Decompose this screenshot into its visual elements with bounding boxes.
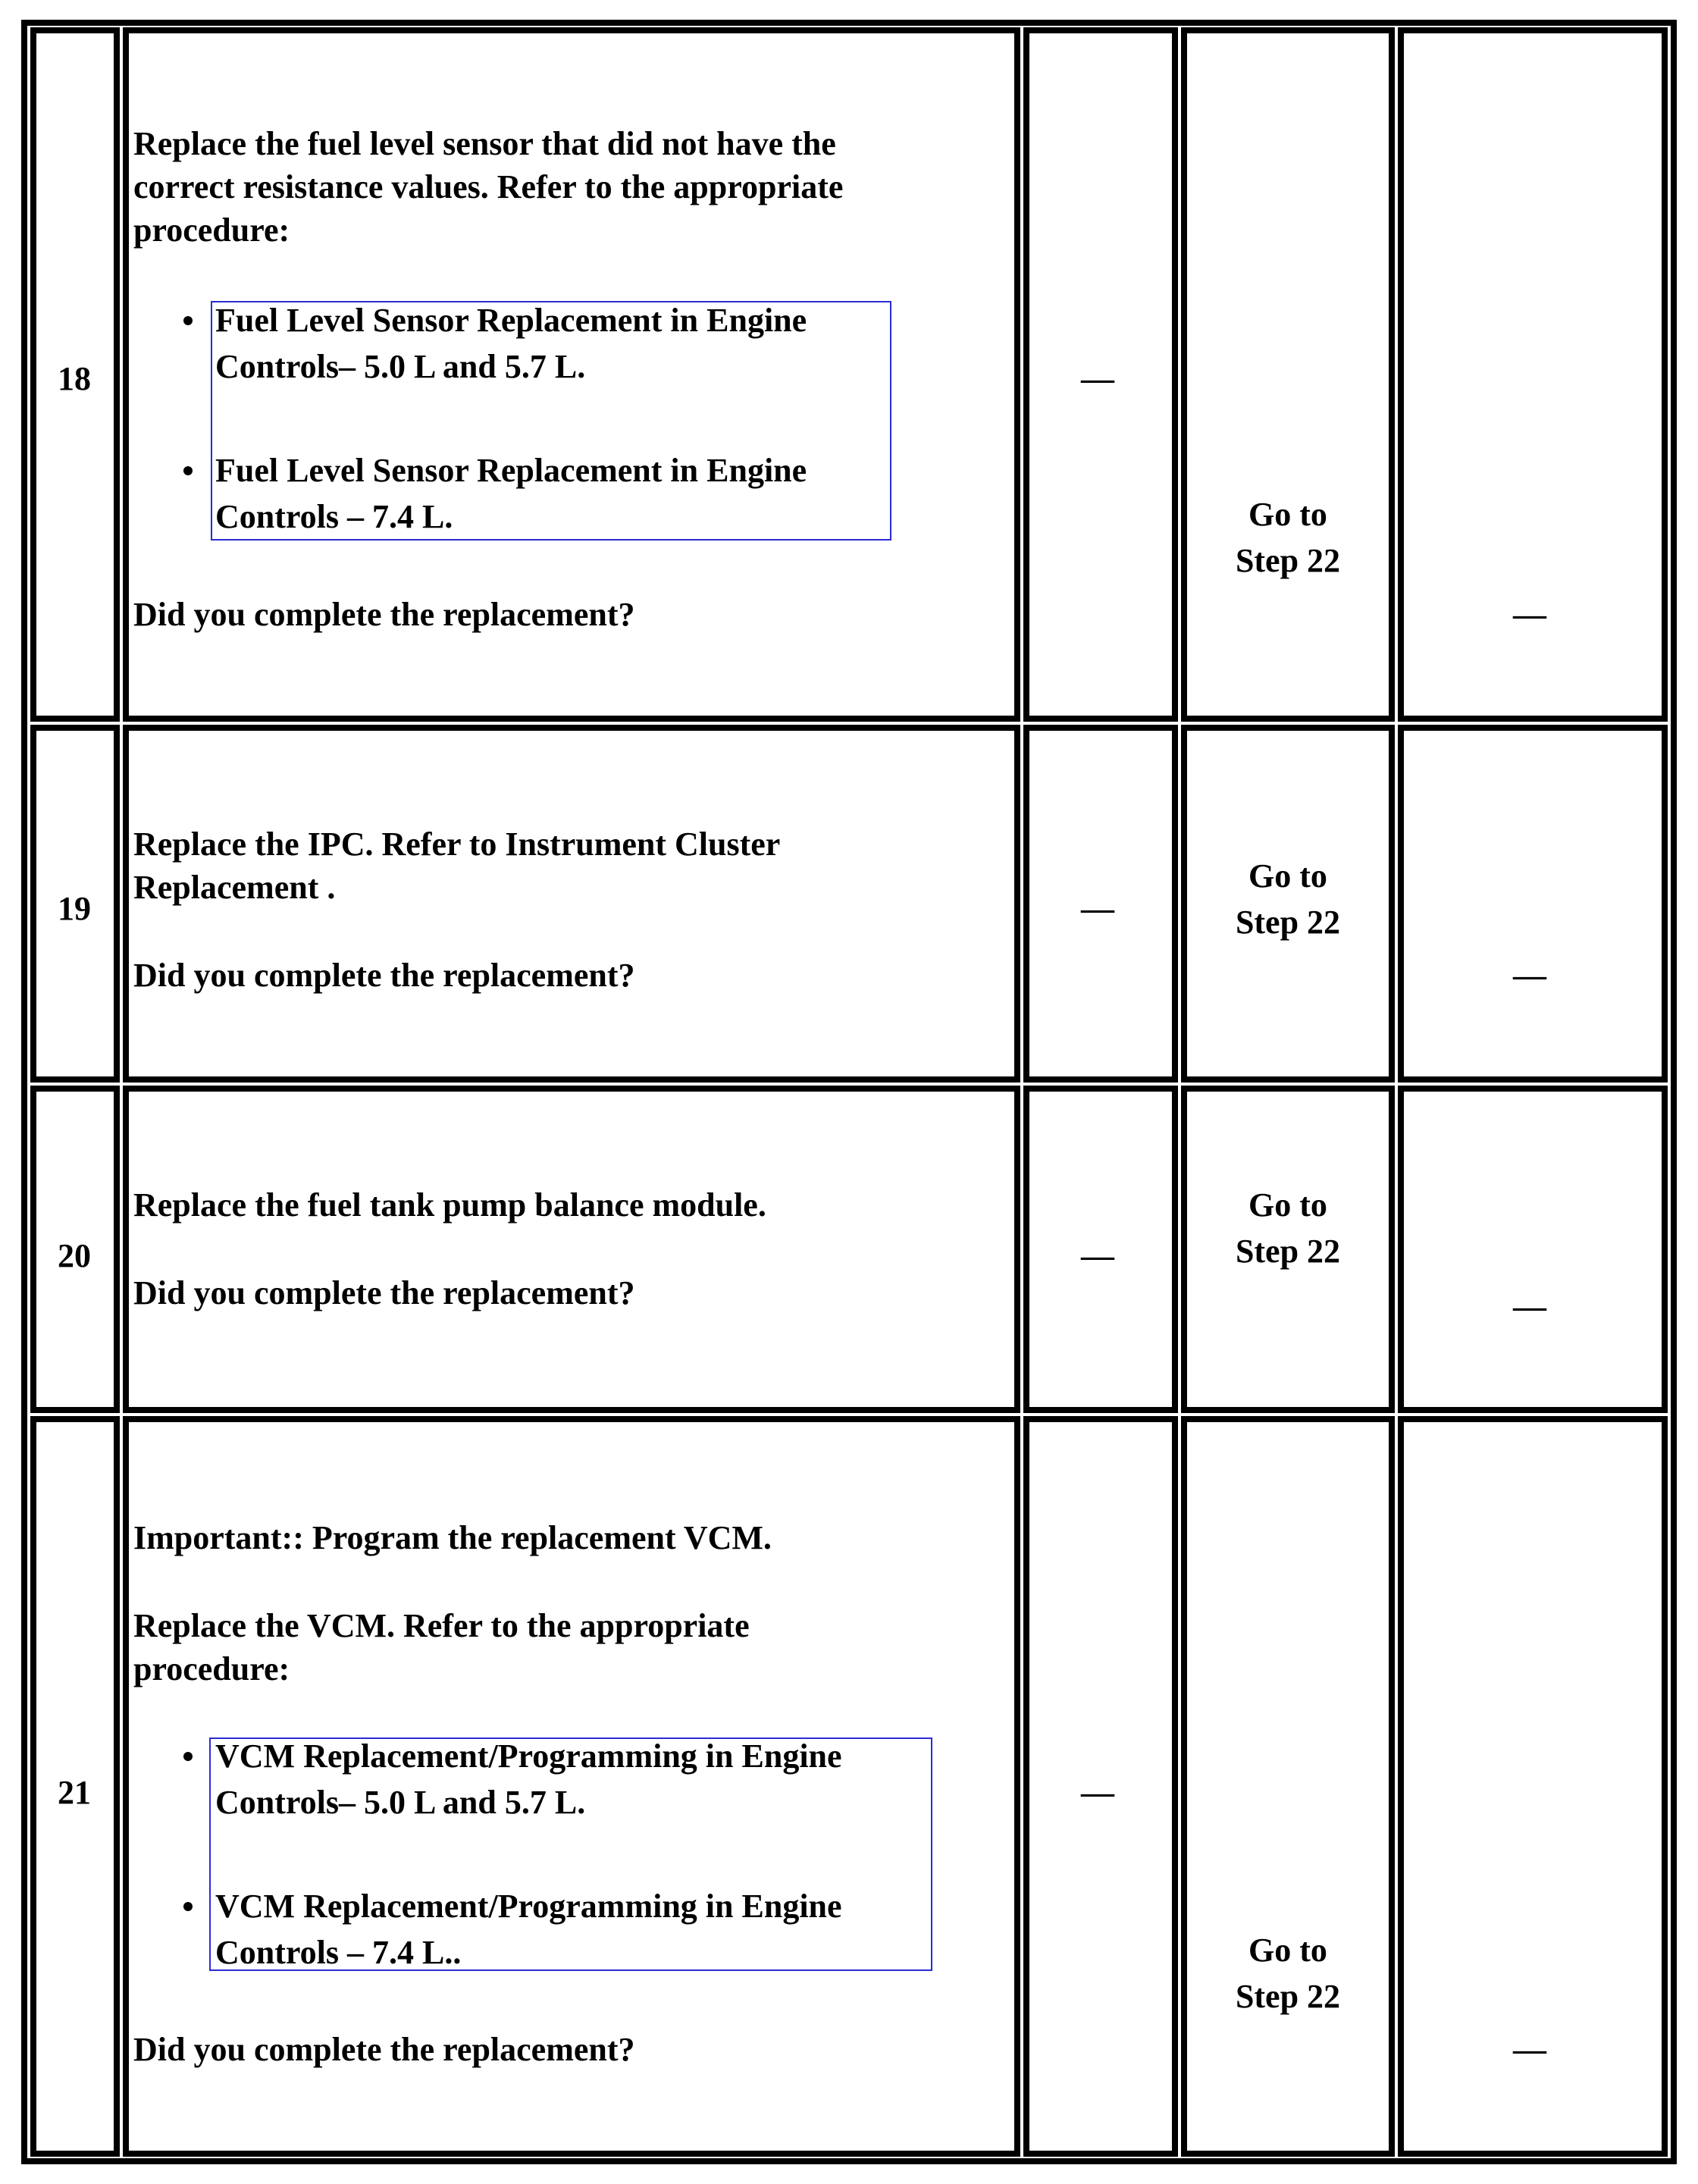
action-text-line: Replace the IPC. Refer to Instrument Cluster [133,826,781,863]
step-reference[interactable]: Step 22 [1235,542,1341,579]
procedure-link[interactable]: Controls – 7.4 L. [215,498,453,535]
step-number: 20 [58,1237,91,1274]
action-cell [123,1086,1020,1413]
go-to-label[interactable]: Go to [1248,1932,1327,1969]
question-text: Did you complete the replacement? [133,2031,635,2068]
yes-cell [1181,27,1395,722]
action-text-line: procedure: [133,1650,290,1687]
value-dash: — [1081,890,1114,927]
yes-cell [1181,1416,1395,2157]
action-text-line: procedure: [133,212,290,249]
no-dash: — [1513,957,1546,994]
procedure-link[interactable]: VCM Replacement/Programming in Engine [215,1888,842,1925]
procedure-link[interactable]: Fuel Level Sensor Replacement in Engine [215,302,807,339]
step-reference[interactable]: Step 22 [1235,1233,1341,1270]
procedure-link[interactable]: Controls– 5.0 L and 5.7 L. [215,1784,586,1821]
step-number: 18 [58,360,91,397]
important-note: Important:: Program the replacement VCM. [133,1519,772,1556]
question-text: Did you complete the replacement? [133,596,635,633]
action-text-line: correct resistance values. Refer to the appropriate [133,168,844,205]
value-dash: — [1081,1237,1114,1274]
no-dash: — [1513,2031,1546,2068]
action-text-line: Replace the fuel tank pump balance module. [133,1186,766,1224]
action-text-line: Replacement . [133,869,336,906]
bullet-icon [183,316,193,325]
question-text: Did you complete the replacement? [133,1274,635,1311]
go-to-label[interactable]: Go to [1248,857,1327,895]
step-number: 21 [58,1774,91,1811]
no-cell [1398,1086,1668,1413]
step-reference[interactable]: Step 22 [1235,904,1341,941]
go-to-label[interactable]: Go to [1248,1186,1327,1224]
bullet-icon [183,1902,193,1911]
procedure-link[interactable]: Controls– 5.0 L and 5.7 L. [215,348,586,385]
bullet-icon [183,1752,193,1761]
procedure-link[interactable]: Controls – 7.4 L.. [215,1934,462,1971]
no-dash: — [1513,596,1546,633]
step-reference[interactable]: Step 22 [1235,1978,1341,2015]
procedure-link[interactable]: VCM Replacement/Programming in Engine [215,1737,842,1775]
go-to-label[interactable]: Go to [1248,496,1327,533]
step-number: 19 [58,890,91,927]
action-text-line: Replace the fuel level sensor that did not have the [133,125,836,162]
value-dash: — [1081,1774,1114,1811]
question-text: Did you complete the replacement? [133,957,635,994]
procedure-link[interactable]: Fuel Level Sensor Replacement in Engine [215,452,807,489]
bullet-icon [183,466,193,475]
action-text-line: Replace the VCM. Refer to the appropriate [133,1607,750,1644]
value-dash: — [1081,360,1114,397]
no-dash: — [1513,1288,1546,1325]
no-cell [1398,725,1668,1083]
